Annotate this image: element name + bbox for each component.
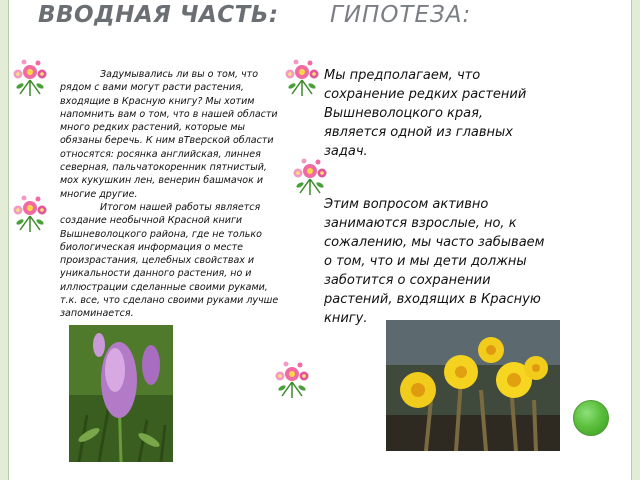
intro-paragraph: Итогом нашей работы является создание необычной Красной книги Вышневолоцкого района, где не только биологическая информация о месте произрастания, целебных свойствах и уникальности данного растения, но и иллюстрации сделанные своими руками, т.к. все, что сделано своими руками лучше запоминается. (60, 201, 279, 320)
flower-bouquet-icon (270, 358, 314, 402)
orchid-photo (69, 325, 173, 462)
hypothesis-paragraph: Мы предполагаем, что сохранение редких растений Вышневолоцкого края, является одной из главных задач. (324, 68, 527, 159)
flower-bouquet-icon (280, 56, 324, 100)
intro-text-block (60, 68, 282, 344)
hypothesis-title: ГИПОТЕЗА: (330, 2, 472, 28)
intro-paragraph: Задумывались ли вы о том, что рядом с вами могут расти растения, входящие в Красную книгу? Мы хотим напомнить вам о том, что в нашей области много редких растений, которые мы обязаны беречь. К ним вТверской области относятся: росянка английская, линнея северная, пальчатокоренник пятнистый, мох кукушкин лен, венерин башмачок и многие другие. (60, 69, 278, 200)
flower-bouquet-icon (8, 192, 52, 236)
coltsfoot-photo (386, 320, 560, 451)
hypothesis-paragraph: Этим вопросом активно занимаются взрослые, но, к сожалению, мы часто забываем о том, что и мы дети должны заботится о сохранении растений, входящих в Красную книгу. (324, 197, 545, 326)
flower-bouquet-icon (8, 56, 52, 100)
intro-title: ВВОДНАЯ ЧАСТЬ: (38, 2, 279, 28)
green-circle-marker (573, 400, 609, 436)
hypothesis-text-block (324, 66, 546, 328)
